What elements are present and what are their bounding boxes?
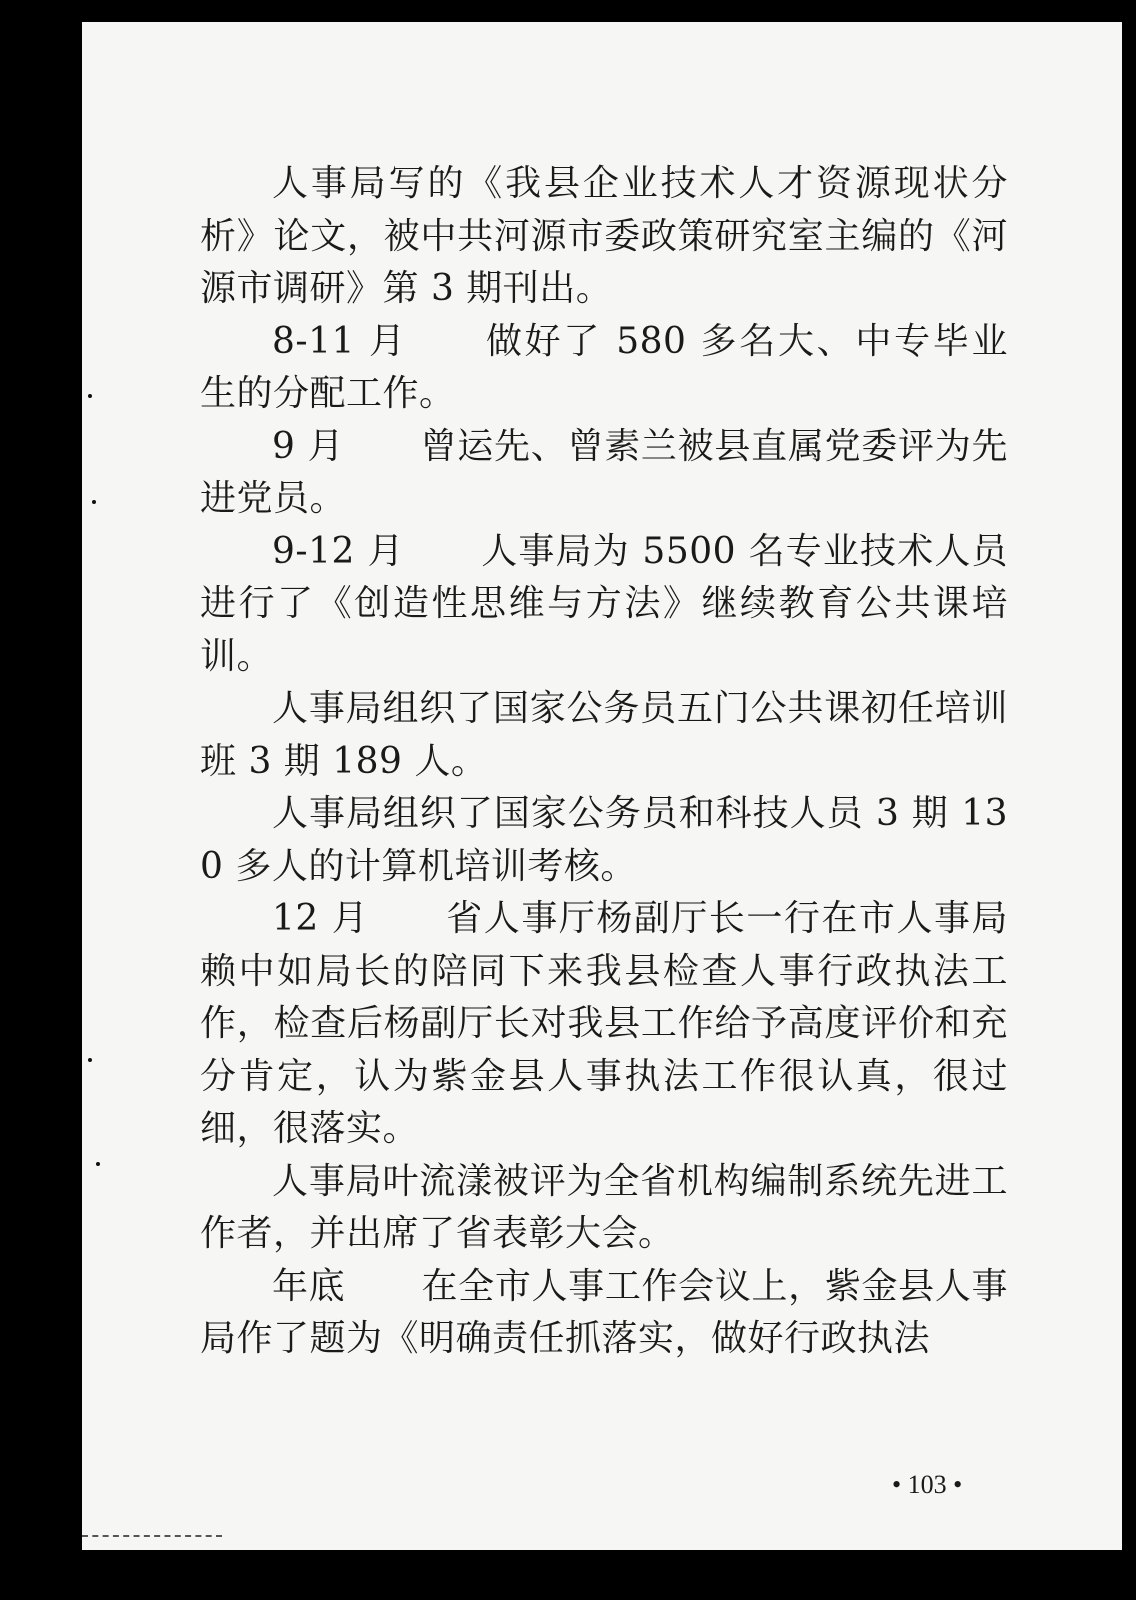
paragraph-text: 省人事厅杨副厅长一行在市人事局赖中如局长的陪同下来我县检查人事行政执法工作，检查后杨副厅长对我县工作给予高度评价和充分肯定，认为紫金县人事执法工作很认真，很过细，很落实。 bbox=[200, 898, 1008, 1149]
paragraph-8 bbox=[200, 1156, 1008, 1261]
paragraph-1 bbox=[200, 158, 1008, 316]
scan-speck bbox=[88, 1058, 92, 1062]
entry-date: 年底 bbox=[272, 1265, 346, 1307]
paragraph-text: 人事局叶流漾被评为全省机构编制系统先进工作者，并出席了省表彰大会。 bbox=[200, 1160, 1008, 1254]
entry-date: 8-11 月 bbox=[272, 320, 408, 362]
paragraph-text: 在全市人事工作会议上，紫金县人事局作了题为《明确责任抓落实，做好行政执法 bbox=[200, 1265, 1008, 1359]
document-page bbox=[82, 22, 1122, 1550]
paragraph-9 bbox=[200, 1261, 1008, 1366]
paragraph-text: 曾运先、曾素兰被县直属党委评为先进党员。 bbox=[200, 425, 1008, 519]
paragraph-text: 人事局为 5500 名专业技术人员进行了《创造性思维与方法》继续教育公共课培训。 bbox=[200, 530, 1008, 677]
paragraph-text: 人事局写的《我县企业技术人才资源现状分析》论文，被中共河源市委政策研究室主编的《河源市调研》第 3 期刊出。 bbox=[200, 163, 1008, 309]
bottom-dashed-rule bbox=[82, 1535, 222, 1537]
paragraph-text: 人事局组织了国家公务员五门公共课初任培训班 3 期 189 人。 bbox=[200, 688, 1008, 782]
paragraph-3 bbox=[200, 421, 1008, 526]
entry-date: 9 月 bbox=[272, 425, 345, 467]
scan-speck bbox=[88, 394, 92, 398]
scan-speck bbox=[92, 500, 96, 504]
paragraph-2 bbox=[200, 316, 1008, 421]
scan-speck bbox=[96, 1162, 100, 1166]
entry-date: 9-12 月 bbox=[272, 530, 405, 572]
paragraph-5 bbox=[200, 683, 1008, 788]
paragraph-7 bbox=[200, 893, 1008, 1156]
paragraph-text: 人事局组织了国家公务员和科技人员 3 期 130 多人的计算机培训考核。 bbox=[200, 793, 1008, 887]
page-number: • 103 • bbox=[892, 1470, 963, 1499]
entry-date: 12 月 bbox=[272, 898, 370, 939]
paragraph-4 bbox=[200, 526, 1008, 684]
paragraph-6 bbox=[200, 788, 1008, 893]
paragraph-text: 做好了 580 多名大、中专毕业生的分配工作。 bbox=[200, 320, 1008, 414]
body-text bbox=[200, 158, 1008, 1366]
